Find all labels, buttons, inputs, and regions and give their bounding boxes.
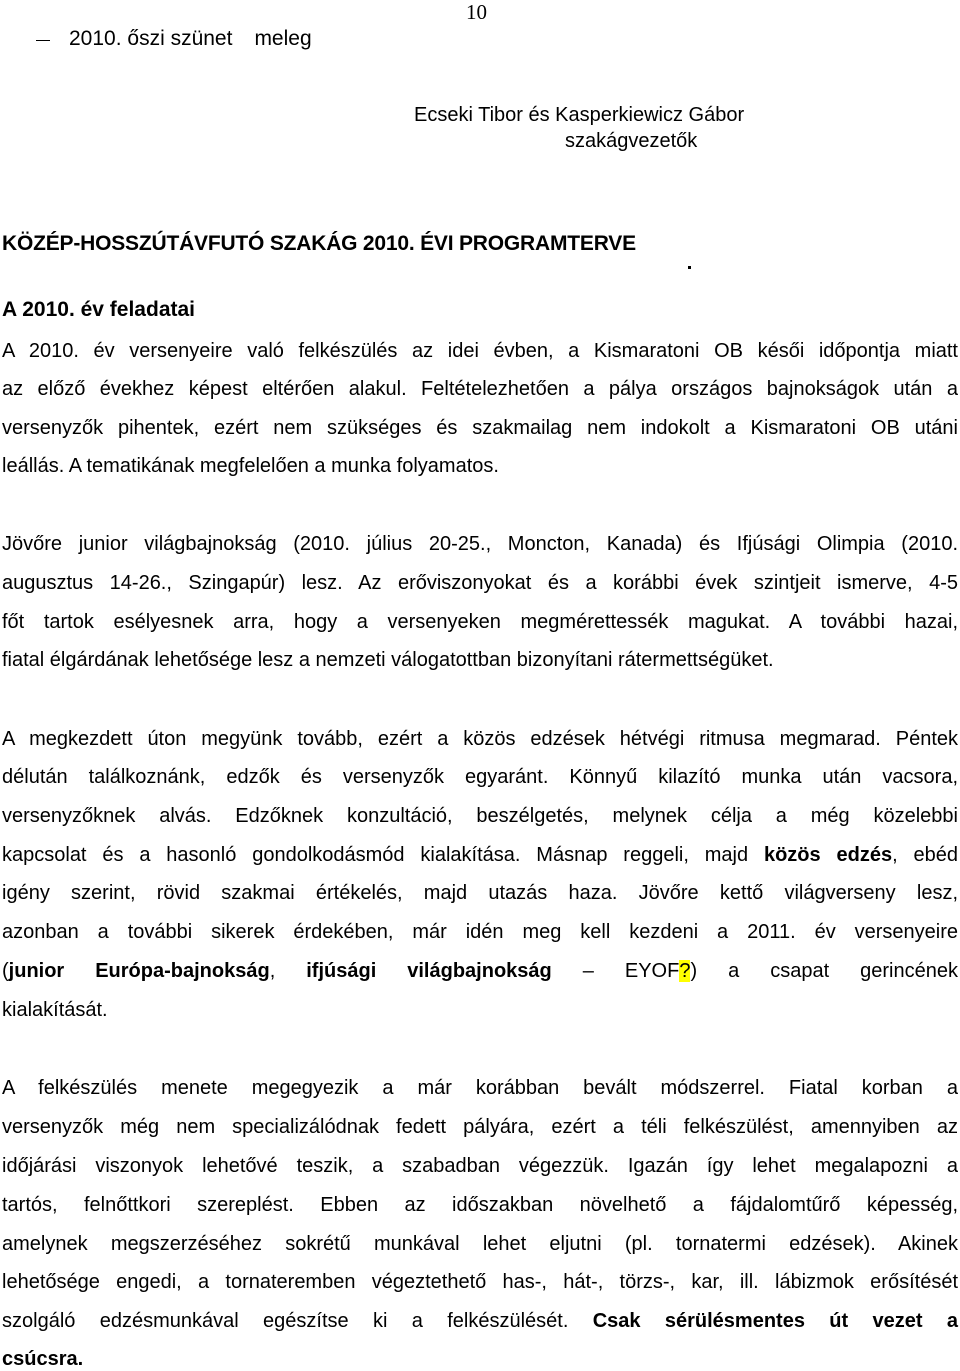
paragraph-2-line-3: főt tartok esélyesnek arra, hogy a versenyeken megmérettessék magukat. A további hazai, [2,611,958,633]
paragraph-2-line-1: Jövőre junior világbajnokság (2010. július 20-25., Moncton, Kanada) és Ifjúsági Olimpia (2010. [2,533,958,555]
paragraph-4-line-3: időjárási viszonyok lehetővé teszik, a szabadban végezzük. Igazán így lehet megalapozni a [2,1155,958,1177]
bold-phrase: junior Európa-bajnokság [8,960,270,982]
list-item-text: 2010. őszi szünet [69,27,233,50]
paragraph-3-line-8: kialakítását. [2,999,108,1021]
list-dash-bullet [36,40,50,41]
document-title: KÖZÉP-HOSSZÚTÁVFUTÓ SZAKÁG 2010. ÉVI PROGRAMTERVE [2,232,636,255]
paragraph-4-line-1: A felkészülés menete megegyezik a már korábban bevált módszerrel. Fiatal korban a [2,1077,958,1099]
paragraph-3-line-6: azonban a további sikerek érdekében, már idén meg kell kezdeni a 2011. év versenyeire [2,921,958,943]
paragraph-4-line-5: amelynek megszerzéséhez sokrétű munkával lehet eljutni (pl. tornatermi edzések). Akinek [2,1233,958,1255]
text-run: , ebéd [892,844,958,866]
bold-phrase: Csak sérülésmentes út vezet a [592,1310,958,1332]
bold-phrase: ifjúsági világbajnokság [306,960,552,982]
paragraph-2-line-4: fiatal élgárdának lehetősége lesz a nemzeti válogatottban bizonyítani rátermettségüket. [2,649,774,671]
highlighted-question-mark: ? [679,960,691,982]
bold-phrase: közös edzés [763,844,893,866]
paragraph-2-line-2: augusztus 14-26., Szingapúr) lesz. Az erőviszonyokat és a korábbi évek szintjeit ismerve, 4-5 [2,572,958,594]
paragraph-1-line-1: A 2010. év versenyeire való felkészülés az idei évben, a Kismaratoni OB késői időpontja miatt [2,340,958,362]
paragraph-4-line-2: versenyzők még nem specializálódnak fedett pályára, ezért a téli felkészülést, amennyiben az [2,1116,958,1138]
text-run: – EYOF [551,960,680,982]
paragraph-4-line-8 [2,1347,958,1371]
paragraph-1-line-4: leállás. A tematikának megfelelően a munka folyamatos. [2,455,499,477]
paragraph-4-line-6: lehetősége engedi, a tornateremben végeztethető has-, hát-, törzs-, kar, ill. lábizmok erősítését [2,1271,958,1293]
paragraph-3-line-2: délután találkoznánk, edzők és versenyzők egyaránt. Könnyű kilazító munka után vacsora, [2,766,958,788]
text-run: szolgáló edzésmunkával egészítse ki a felkészülését. [2,1310,593,1332]
text-run: ( [2,960,9,982]
paragraph-4-line-4: tartós, felnőttkori szereplést. Ebben az időszakban növelhető a fájdalomtűrő képesség, [2,1194,958,1216]
author-names: Ecseki Tibor és Kasperkiewicz Gábor [414,104,745,126]
paragraph-3-line-5: igény szerint, rövid szakmai értékelés, majd utazás haza. Jövőre kettő világverseny lesz, [2,882,958,904]
paragraph-3-line-1: A megkezdett úton megyünk tovább, ezért a közös edzések hétvégi ritmusa megmarad. Péntek [2,728,958,750]
stray-dot [688,266,691,269]
author-role: szakágvezetők [565,130,698,152]
text-run: kapcsolat és a hasonló gondolkodásmód kialakítása. Másnap reggeli, majd [2,844,764,866]
paragraph-3-line-3: versenyzőknek alvás. Edzőknek konzultáció, beszélgetés, melynek célja a még közelebbi [2,805,958,827]
text-run: ) a csapat gerincének [690,960,958,982]
page-number: 10 [466,0,487,24]
section-title: A 2010. év feladatai [2,298,195,321]
paragraph-1-line-2: az előző évekhez képest eltérően alakul. Feltételezhetően a pálya országos bajnokságok után a [2,378,958,400]
list-item-note: meleg [254,27,312,50]
bold-phrase: csúcsra. [2,1348,84,1370]
text-run: , [269,960,307,982]
list-item [69,27,312,51]
paragraph-1-line-3: versenyzők pihentek, ezért nem szükséges és szakmailag nem indokolt a Kismaratoni OB utáni [2,417,958,439]
